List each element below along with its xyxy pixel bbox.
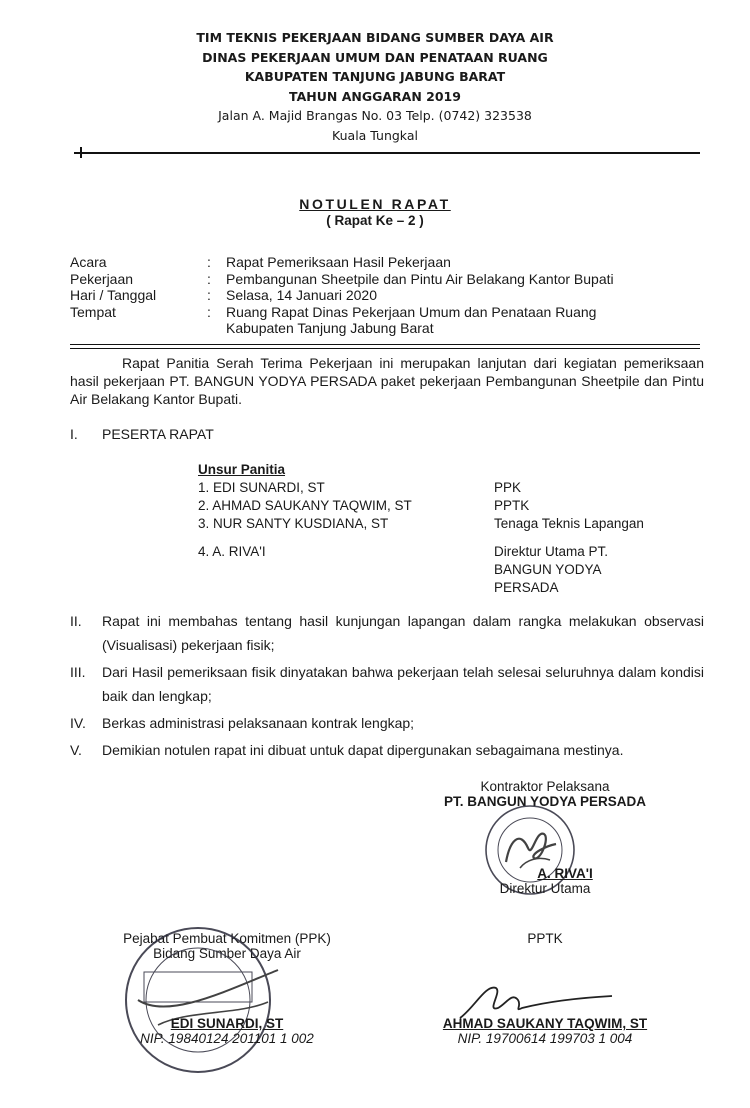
- title-sub: ( Rapat Ke – 2 ): [326, 213, 424, 228]
- member-role: PPK: [494, 480, 522, 495]
- list-item: [70, 738, 704, 762]
- contractor-role-2: BANGUN YODYA: [494, 562, 602, 577]
- info-value: Kabupaten Tanjung Jabung Barat: [226, 320, 434, 336]
- panel-roles: [494, 479, 644, 597]
- contractor-signatory-name: A. RIVA'I: [537, 866, 593, 881]
- member-name: 3. NUR SANTY KUSDIANA, ST: [198, 516, 389, 531]
- list-item: [70, 660, 704, 708]
- section-number: I.: [70, 426, 78, 442]
- item-number: V.: [70, 742, 82, 758]
- intro-paragraph: Rapat Panitia Serah Terima Pekerjaan ini merupakan lanjutan dari kegiatan pemeriksaan hasil pekerjaan PT. BANGUN YODYA PERSADA paket pekerjaan Pembangunan Sheetpile dan Pintu Air Belakang Kantor Bupati.: [70, 355, 704, 407]
- meeting-info: [70, 254, 676, 337]
- pptk-label: PPTK: [527, 931, 563, 946]
- info-value: Ruang Rapat Dinas Pekerjaan Umum dan Penataan Ruang: [226, 303, 597, 320]
- pptk-name: AHMAD SAUKANY TAQWIM, ST: [442, 1016, 648, 1031]
- letterhead-line2: DINAS PEKERJAAN UMUM DAN PENATAAN RUANG: [202, 49, 548, 65]
- title-main: NOTULEN RAPAT: [299, 196, 451, 212]
- item-number: II.: [70, 613, 82, 629]
- info-colon: :: [207, 303, 211, 320]
- info-colon: :: [207, 270, 211, 287]
- list-item: [70, 609, 704, 657]
- info-row: [70, 271, 676, 288]
- ppk-line1: Pejabat Pembuat Komitmen (PPK): [123, 931, 331, 946]
- section-heading: PESERTA RAPAT: [102, 426, 214, 442]
- info-label: Pekerjaan: [70, 270, 134, 287]
- info-label: Tempat: [70, 303, 116, 320]
- member-role: Tenaga Teknis Lapangan: [494, 516, 644, 531]
- ppk-signatory: [92, 1016, 362, 1046]
- info-colon: [207, 320, 226, 337]
- list-item: [70, 711, 704, 735]
- document-title: [0, 196, 750, 228]
- info-row: [70, 287, 676, 304]
- contractor-name: 4. A. RIVA'I: [198, 544, 266, 559]
- header-rule: [74, 152, 700, 154]
- letterhead-line3: KABUPATEN TANJUNG JABUNG BARAT: [244, 69, 506, 84]
- contractor-label: Kontraktor Pelaksana: [480, 779, 610, 794]
- item-text: Dari Hasil pemeriksaan fisik dinyatakan bahwa pekerjaan telah selesai seluruhnya dalam kondisi baik dan lengkap;: [102, 664, 704, 704]
- info-value: Selasa, 14 Januari 2020: [226, 287, 377, 303]
- letterhead-city: Kuala Tungkal: [332, 127, 418, 143]
- info-row: [70, 320, 676, 337]
- ppk-name: EDI SUNARDI, ST: [170, 1016, 284, 1031]
- contractor-role-3: PERSADA: [494, 580, 559, 595]
- info-double-rule: [70, 344, 700, 349]
- contractor-company: PT. BANGUN YODYA PERSADA: [443, 794, 647, 809]
- member-name: 1. EDI SUNARDI, ST: [198, 480, 325, 495]
- ppk-nip: NIP. 19840124 201101 1 002: [140, 1031, 314, 1046]
- info-label: Acara: [70, 254, 107, 270]
- pptk-signatory: [410, 1016, 680, 1046]
- contractor-signatory-position: Direktur Utama: [499, 881, 591, 896]
- info-colon: :: [207, 287, 211, 303]
- signature-pptk: [410, 931, 680, 946]
- ppk-line2: Bidang Sumber Daya Air: [153, 946, 301, 961]
- member-role: PPTK: [494, 498, 530, 513]
- item-text: Rapat ini membahas tentang hasil kunjungan lapangan dalam rangka melakukan observasi (Visualisasi) pekerjaan fisik;: [102, 613, 704, 653]
- letterhead-line1: TIM TEKNIS PEKERJAAN BIDANG SUMBER DAYA AIR: [196, 30, 554, 45]
- rule-tick: [80, 147, 82, 158]
- member-name: 2. AHMAD SAUKANY TAQWIM, ST: [198, 498, 412, 513]
- info-value: Pembangunan Sheetpile dan Pintu Air Belakang Kantor Bupati: [226, 270, 614, 287]
- item-text: Demikian notulen rapat ini dibuat untuk dapat dipergunakan sebagaimana mestinya.: [102, 742, 624, 758]
- ppk-stamp-icon: [118, 920, 288, 1080]
- letterhead-line4: TAHUN ANGGARAN 2019: [289, 88, 461, 104]
- item-number: III.: [70, 664, 86, 680]
- info-label: [70, 320, 207, 337]
- contractor-signatory: [410, 866, 680, 896]
- letterhead-address: Jalan A. Majid Brangas No. 03 Telp. (0742) 323538: [218, 108, 532, 123]
- panel-members: [198, 461, 412, 561]
- item-number: IV.: [70, 715, 86, 731]
- section-peserta: [70, 426, 214, 442]
- contractor-role-1: Direktur Utama PT.: [494, 544, 609, 559]
- info-row: [70, 304, 676, 321]
- item-text: Berkas administrasi pelaksanaan kontrak lengkap;: [102, 715, 415, 731]
- info-row: [70, 254, 676, 271]
- panel-heading: Unsur Panitia: [198, 462, 286, 477]
- letterhead: [0, 28, 750, 145]
- pptk-nip: NIP. 19700614 199703 1 004: [457, 1031, 633, 1046]
- info-colon: :: [207, 254, 211, 270]
- agenda-items: [70, 609, 704, 765]
- info-value: Rapat Pemeriksaan Hasil Pekerjaan: [226, 254, 451, 270]
- info-label: Hari / Tanggal: [70, 287, 157, 303]
